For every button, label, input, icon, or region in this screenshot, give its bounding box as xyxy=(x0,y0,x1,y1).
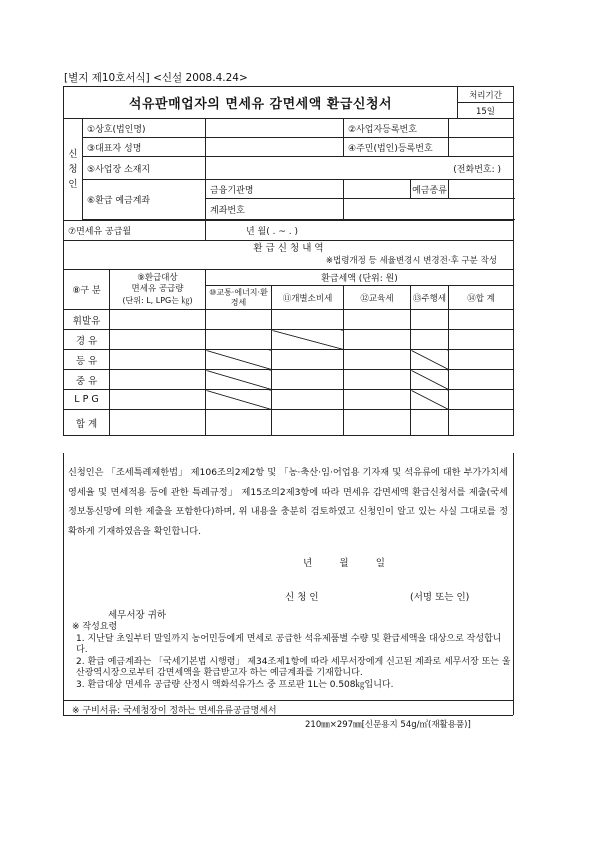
heavy-oil-education-cell[interactable] xyxy=(344,370,411,390)
applicant-sign-label: 신 청 인 xyxy=(285,592,319,603)
attachments-note: ※ 구비서류: 국세청장이 정하는 면세유류공급명세서 xyxy=(72,706,277,716)
lpg-traffic-crossed xyxy=(206,390,272,410)
row-label-gasoline: 휘발유 xyxy=(64,310,110,330)
business-reg-no-field[interactable] xyxy=(449,119,514,138)
supply-month-label: ⑦면세유 공급월 xyxy=(64,221,206,241)
lpg-supply-cell[interactable] xyxy=(110,390,206,410)
account-no-label: 계좌번호 xyxy=(206,199,344,220)
row-label-kerosene: 등 유 xyxy=(64,350,110,370)
total-education-cell[interactable] xyxy=(344,410,411,436)
table-row xyxy=(64,410,514,436)
table-row xyxy=(64,330,514,350)
lpg-total-cell[interactable] xyxy=(449,390,514,410)
bank-name-field[interactable] xyxy=(344,180,411,199)
lpg-education-cell[interactable] xyxy=(344,390,411,410)
lpg-special-cell[interactable] xyxy=(272,390,344,410)
row-label-heavy-oil: 중 유 xyxy=(64,370,110,390)
col-special-tax-header: ⑪개별소비세 xyxy=(272,286,344,310)
gasoline-local-cell[interactable] xyxy=(411,310,449,330)
diesel-education-cell[interactable] xyxy=(344,330,411,350)
diesel-traffic-cell[interactable] xyxy=(206,330,272,350)
form-title: 석유판매업자의 면세유 감면세액 환급신청서 xyxy=(64,87,458,119)
instructions-heading: ※ 작성요령 xyxy=(72,622,118,632)
heavy-oil-local-crossed xyxy=(411,370,449,390)
table-row xyxy=(64,310,514,330)
total-local-cell[interactable] xyxy=(411,410,449,436)
instructions xyxy=(72,622,512,691)
instruction-item: 2. 환급 예금계좌는 「국세기본법 시행령」 제34조제1항에 따라 세무서장에게 신고된 계좌로 세무서장 또는 울산광역시장으로부터 감면세액을 환급받고자 하는 예금계좌를 기재합니다. xyxy=(76,656,511,678)
signature-field[interactable]: (서명 또는 인) xyxy=(410,592,470,603)
diesel-supply-cell[interactable] xyxy=(110,330,206,350)
total-total-cell[interactable] xyxy=(449,410,514,436)
row-label-lpg: L P G xyxy=(64,390,110,410)
declaration-text: 신청인은 「조세특례제한법」 제106조의2제2항 및 「농·축산·임·어업용 기자재 및 석유류에 대한 부가가치세 영세율 및 면세적용 등에 관한 특례규정」 제15조의2제3항에 따라 면세유 감면세액 환급신청서를 제출(국세정보통신망에 의한 제출을 포함한다)하며, 위 내용을 충분히 검토하였고 신청인이 알고 있는 사실 그대로를 정확하게 기재하였음을 확인합니다. xyxy=(68,467,508,537)
row-label-total: 합 계 xyxy=(64,410,110,436)
gasoline-supply-cell[interactable] xyxy=(110,310,206,330)
col-education-tax-header: ⑫교육세 xyxy=(344,286,411,310)
gasoline-total-cell[interactable] xyxy=(449,310,514,330)
col-traffic-tax-header: ⑩교통·에너지·환경세 xyxy=(206,286,272,310)
table-row xyxy=(64,390,514,410)
heavy-oil-traffic-crossed xyxy=(206,370,272,390)
kerosene-total-cell[interactable] xyxy=(449,350,514,370)
business-reg-no-label: ②사업자등록번호 xyxy=(344,119,449,138)
col-local-tax-header: ⑬주행세 xyxy=(411,286,449,310)
kerosene-supply-cell[interactable] xyxy=(110,350,206,370)
col-total-header: ⑭합 계 xyxy=(449,286,514,310)
phone-field[interactable]: (전화번호: ) xyxy=(206,157,514,180)
deposit-type-field[interactable] xyxy=(449,180,514,199)
refund-account-label: ⑥환급 예금계좌 xyxy=(83,180,206,220)
supply-month-field[interactable]: 년 월( . ~ . ) xyxy=(206,221,514,241)
table-row xyxy=(64,350,514,370)
gasoline-special-cell[interactable] xyxy=(272,310,344,330)
instruction-item: 1. 지난달 초일부터 말일까지 농어민등에게 면세로 공급한 석유제품별 수량 및 환급세액을 대상으로 작성합니다. xyxy=(76,633,502,655)
resident-no-field[interactable] xyxy=(449,138,514,157)
form-reference: [별지 제10호서식] <신설 2008.4.24> xyxy=(64,72,248,84)
main-form-table xyxy=(63,118,514,436)
kerosene-local-crossed xyxy=(411,350,449,370)
gasoline-traffic-cell[interactable] xyxy=(206,310,272,330)
representative-label: ③대표자 성명 xyxy=(83,138,206,157)
kerosene-traffic-crossed xyxy=(206,350,272,370)
address-label: ⑤사업장 소재지 xyxy=(83,157,206,180)
trade-name-label: ①상호(법인명) xyxy=(83,119,206,138)
details-heading: 환 급 신 청 내 역 xyxy=(253,243,324,254)
diesel-local-cell[interactable] xyxy=(411,330,449,350)
title-block xyxy=(63,86,514,119)
details-note: ※법령개정 등 세율변경시 변경전·후 구분 작성 xyxy=(325,256,497,266)
paper-size-note: 210㎜×297㎜[신문용지 54g/㎡(재활용품)] xyxy=(305,720,471,730)
table-row xyxy=(64,370,514,390)
lpg-local-crossed xyxy=(411,390,449,410)
trade-name-field[interactable] xyxy=(206,119,344,138)
applicant-side-label: 신 청 인 xyxy=(64,119,83,221)
heavy-oil-total-cell[interactable] xyxy=(449,370,514,390)
account-no-field[interactable] xyxy=(344,199,514,220)
total-supply-cell[interactable] xyxy=(110,410,206,436)
kerosene-special-cell[interactable] xyxy=(272,350,344,370)
processing-period-value: 15일 xyxy=(458,103,514,119)
resident-no-label: ④주민(법인)등록번호 xyxy=(344,138,449,157)
bank-name-label: 금융기관명 xyxy=(206,180,344,199)
total-special-cell[interactable] xyxy=(272,410,344,436)
kerosene-education-cell[interactable] xyxy=(344,350,411,370)
heavy-oil-supply-cell[interactable] xyxy=(110,370,206,390)
representative-field[interactable] xyxy=(206,138,344,157)
row-label-diesel: 경 유 xyxy=(64,330,110,350)
col-tax-group-header: 환급세액 (단위: 원) xyxy=(206,270,514,286)
addressee: 세무서장 귀하 xyxy=(108,610,167,621)
diesel-total-cell[interactable] xyxy=(449,330,514,350)
col-supply-header: ⑨환급대상 면세유 공급량 (단위: L, LPG는 ㎏) xyxy=(110,270,206,310)
deposit-type-label: 예금종류 xyxy=(411,180,449,199)
total-traffic-cell[interactable] xyxy=(206,410,272,436)
processing-period-label: 처리기간 xyxy=(458,87,514,103)
heavy-oil-special-cell[interactable] xyxy=(272,370,344,390)
instruction-item: 3. 환급대상 면세유 공급량 산정시 액화석유가스 중 프로판 1L는 0.508㎏입니다. xyxy=(76,679,394,690)
diesel-special-crossed xyxy=(272,330,344,350)
col-kind-header: ⑧구 분 xyxy=(64,270,110,310)
gasoline-education-cell[interactable] xyxy=(344,310,411,330)
declaration-date[interactable]: 년 월 일 xyxy=(303,558,385,569)
